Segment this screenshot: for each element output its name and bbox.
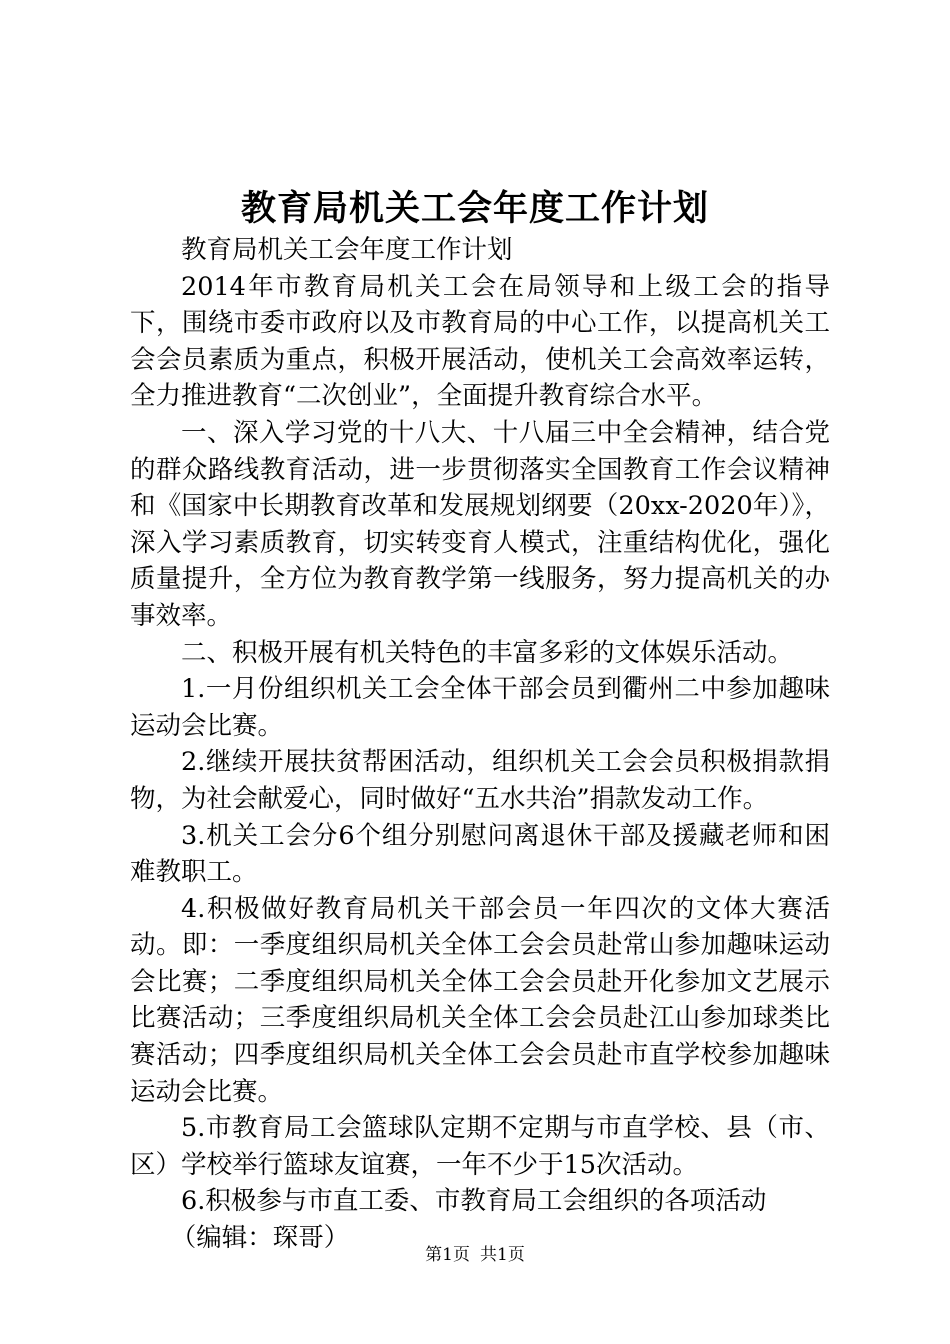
paragraph-item-2: 2.继续开展扶贫帮困活动，组织机关工会会员积极捐款捐物，为社会献爱心，同时做好“五水共治”捐款发动工作。: [130, 747, 830, 814]
paragraph-item-3: 3.机关工会分6个组分别慰问离退休干部及援藏老师和困难教职工。: [130, 820, 830, 888]
paragraph-item-1: 1.一月份组织机关工会全体干部会员到衢州二中参加趣味运动会比赛。: [130, 674, 830, 741]
paragraph-section-2: 二、积极开展有机关特色的丰富多彩的文体娱乐活动。: [181, 637, 794, 668]
paragraph-item-6: 6.积极参与市直工委、市教育局工会组织的各项活动: [181, 1186, 767, 1217]
page-number-current: 第1页: [425, 1245, 470, 1265]
paragraph-intro: 2014年市教育局机关工会在局领导和上级工会的指导下，围绕市委市政府以及市教育局的中心工作，以提高机关工会会员素质为重点，积极开展活动，使机关工会高效率运转，全力推进教育“二次创业”，全面提升教育综合水平。: [130, 271, 830, 412]
page-footer: [0, 1244, 950, 1266]
paragraph-item-5: 5.市教育局工会篮球队定期不定期与市直学校、县（市、区）学校举行篮球友谊赛，一年不少于15次活动。: [130, 1113, 830, 1180]
page-number-total: 共1页: [480, 1245, 525, 1265]
paragraph-section-1: 一、深入学习党的十八大、十八届三中全会精神，结合党的群众路线教育活动，进一步贯彻落实全国教育工作会议精神和《国家中长期教育改革和发展规划纲要（20xx-2020年）》，深入学习素质教育，切实转变育人模式，注重结构优化，强化质量提升，全方位为教育教学第一线服务，努力提高机关的办事效率。: [130, 417, 830, 631]
editor-note: （编辑：琛哥）: [170, 1223, 350, 1254]
paragraph-subtitle: 教育局机关工会年度工作计划: [181, 235, 513, 265]
paragraph-item-4: 4.积极做好教育局机关干部会员一年四次的文体大赛活动。即：一季度组织局机关全体工会会员赴常山参加趣味运动会比赛；二季度组织局机关全体工会会员赴开化参加文艺展示比赛活动；三季度组织局机关全体工会会员赴江山参加球类比赛活动；四季度组织局机关全体工会会员赴市直学校参加趣味运动会比赛。: [130, 893, 830, 1107]
document-body: [130, 232, 830, 1257]
document-title: 教育局机关工会年度工作计划: [240, 189, 709, 229]
